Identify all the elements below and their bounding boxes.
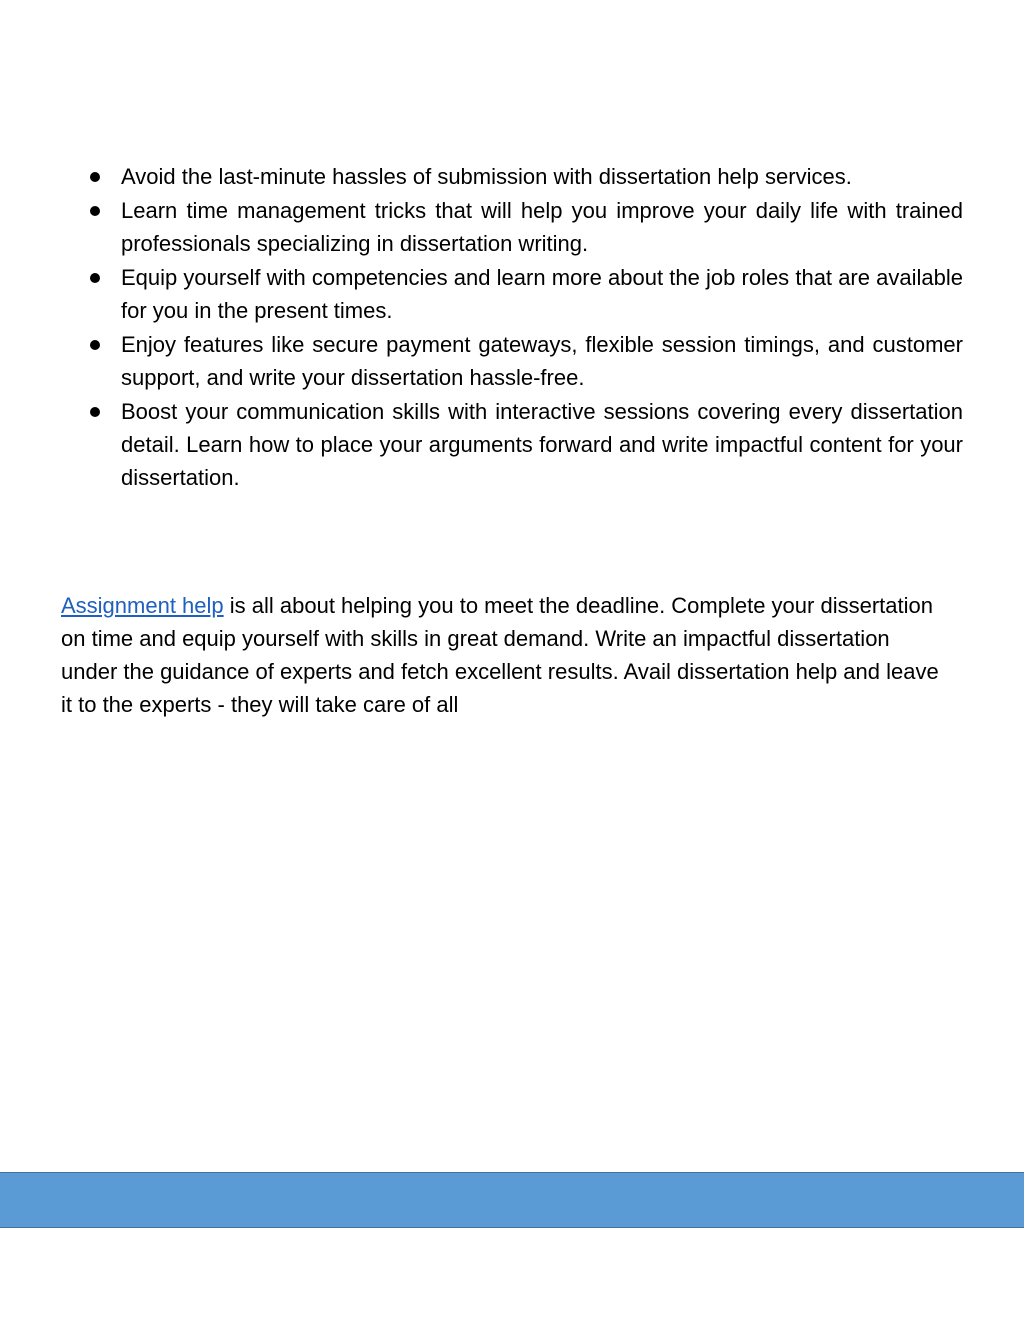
assignment-help-link[interactable]: Assignment help <box>61 593 224 618</box>
paragraph-text: is all about helping you to meet the deadline. Complete your dissertation on time and equip yourself with skills in great demand. Write an impactful dissertation under the guidance of experts and fetch excellent results. Avail dissertation help and leave it to the experts - they will take care of all <box>61 593 939 717</box>
bullet-icon <box>90 206 100 216</box>
bullet-icon <box>90 407 100 417</box>
bullet-text: Boost your communication skills with interactive sessions covering every dissertation detail. Learn how to place your arguments forward and write impactful content for your dissertation. <box>121 399 963 490</box>
list-item <box>121 261 963 327</box>
bullet-text: Enjoy features like secure payment gateways, flexible session timings, and customer support, and write your dissertation hassle-free. <box>121 332 963 390</box>
bullet-icon <box>90 340 100 350</box>
bullet-icon <box>90 273 100 283</box>
list-item <box>121 160 963 193</box>
footer-band <box>0 1172 1024 1228</box>
list-item <box>121 328 963 394</box>
bullet-text: Learn time management tricks that will help you improve your daily life with trained professionals specializing in dissertation writing. <box>121 198 963 256</box>
bullet-text: Avoid the last-minute hassles of submission with dissertation help services. <box>121 164 852 189</box>
list-item <box>121 194 963 260</box>
list-item <box>121 395 963 494</box>
bullet-icon <box>90 172 100 182</box>
bullet-text: Equip yourself with competencies and learn more about the job roles that are available for you in the present times. <box>121 265 963 323</box>
bullet-list <box>121 160 963 495</box>
body-paragraph <box>61 589 941 721</box>
